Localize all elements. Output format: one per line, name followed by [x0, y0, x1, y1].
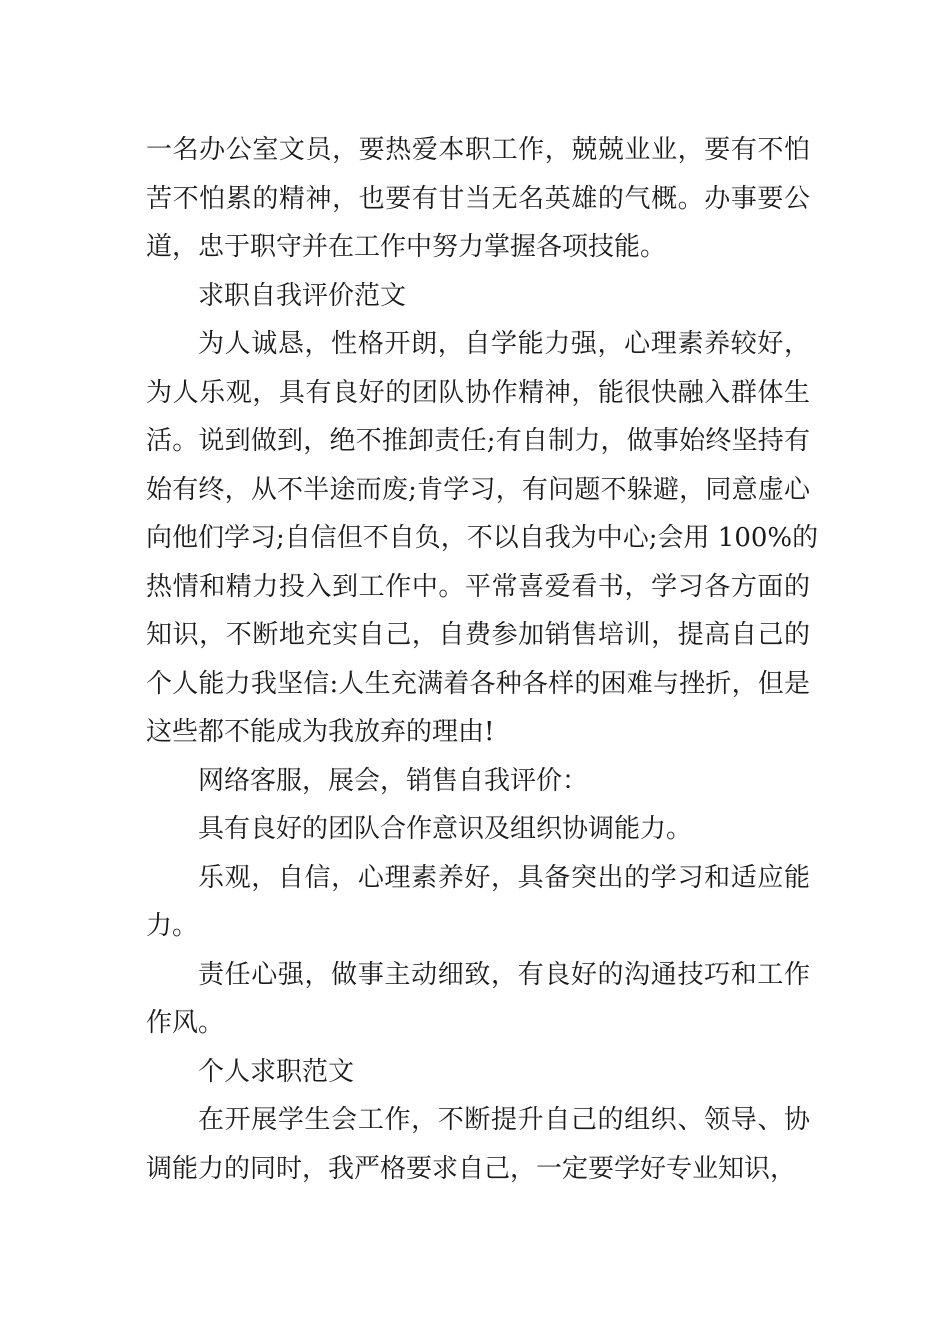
- section-heading-sales-evaluation: [146, 757, 810, 806]
- text-line: 个人能力我坚信:人生充满着各种各样的困难与挫折，但是: [146, 668, 810, 699]
- text-line: 网络客服，展会，销售自我评价：: [198, 765, 589, 796]
- text-line: 为人诚恳，性格开朗，自学能力强，心理素养较好，: [198, 329, 810, 359]
- text-line: 乐观，自信，心理素养好，具备突出的学习和适应能: [198, 862, 810, 893]
- section-heading-job-application: [146, 1048, 810, 1097]
- text-line: 力。: [146, 911, 199, 941]
- text-line: 知识，不断地充实自己，自费参加销售培训，提高自己的: [146, 620, 810, 650]
- text-line: 求职自我评价范文: [198, 280, 407, 311]
- section-heading-self-evaluation: [146, 272, 810, 321]
- text-line: 热情和精力投入到工作中。平常喜爱看书，学习各方面的: [146, 571, 810, 602]
- paragraph-student-union: [146, 1096, 810, 1193]
- text-line: 具有良好的团队合作意识及组织协调能力。: [198, 814, 693, 844]
- paragraph-optimism: [146, 854, 810, 951]
- text-line: 向他们学习;自信但不自负，不以自我为中心;会用 100%的: [146, 523, 819, 553]
- text-line: 为人乐观，具有良好的团队协作精神，能很快融入群体生: [146, 377, 810, 408]
- paragraph-self-evaluation: [146, 320, 819, 757]
- text-line: 责任心强，做事主动细致，有良好的沟通技巧和工作: [198, 959, 810, 990]
- document-body: [146, 126, 819, 1193]
- text-line: 这些都不能成为我放弃的理由!: [146, 717, 495, 747]
- text-line: 道，忠于职守并在工作中努力掌握各项技能。: [146, 232, 667, 262]
- paragraph-teamwork: [146, 805, 810, 854]
- paragraph-responsibility: [146, 951, 810, 1048]
- paragraph-officer-duties: [146, 126, 810, 272]
- text-line: 作风。: [146, 1008, 225, 1038]
- text-line: 个人求职范文: [198, 1056, 355, 1087]
- text-line: 始有终，从不半途而废;肯学习，有问题不躲避，同意虚心: [146, 474, 810, 505]
- text-line: 苦不怕累的精神，也要有甘当无名英雄的气概。办事要公: [146, 183, 810, 214]
- text-line: 在开展学生会工作，不断提升自己的组织、领导、协: [198, 1105, 810, 1135]
- text-line: 调能力的同时，我严格要求自己，一定要学好专业知识，: [146, 1153, 797, 1184]
- text-line: 一名办公室文员，要热爱本职工作，兢兢业业，要有不怕: [146, 135, 810, 165]
- text-line: 活。说到做到，绝不推卸责任;有自制力，做事始终坚持有: [146, 426, 810, 456]
